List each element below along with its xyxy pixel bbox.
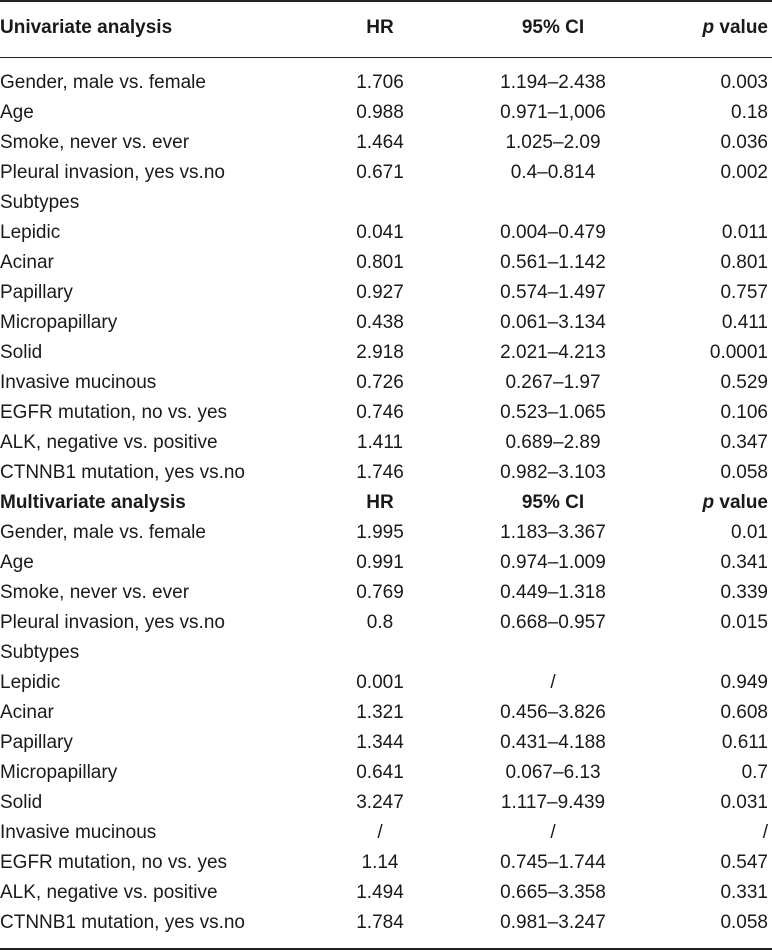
ci-cell: 1.194–2.438 xyxy=(500,72,606,93)
variable-cell: Gender, male vs. female xyxy=(0,72,206,93)
ci-cell: 0.668–0.957 xyxy=(500,612,606,633)
p-value-cell: 0.757 xyxy=(720,282,768,303)
p-value-cell: 0.18 xyxy=(731,102,768,123)
table-row xyxy=(0,578,772,608)
table-row xyxy=(0,668,772,698)
variable-cell: Age xyxy=(0,552,34,573)
hr-cell: 1.344 xyxy=(356,732,404,753)
ci-cell: 0.004–0.479 xyxy=(500,222,606,243)
ci-cell: 0.456–3.826 xyxy=(500,702,606,723)
hr-cell: 1.706 xyxy=(356,72,404,93)
ci-cell: 1.183–3.367 xyxy=(500,522,606,543)
variable-cell: Gender, male vs. female xyxy=(0,522,206,543)
variable-cell: Pleural invasion, yes vs.no xyxy=(0,162,225,183)
hr-header: HR xyxy=(366,492,394,513)
univariate-header-row xyxy=(0,13,772,43)
table-row xyxy=(0,608,772,638)
p-value-cell: 0.0001 xyxy=(709,342,768,363)
variable-cell: CTNNB1 mutation, yes vs.no xyxy=(0,462,245,483)
p-value-cell: 0.341 xyxy=(720,552,768,573)
ci-cell: 0.067–6.13 xyxy=(505,762,601,783)
table-row xyxy=(0,758,772,788)
hr-cell: 1.746 xyxy=(356,462,404,483)
p-value-cell: 0.347 xyxy=(720,432,768,453)
table-row xyxy=(0,158,772,188)
table-row xyxy=(0,848,772,878)
ci-cell: 0.061–3.134 xyxy=(500,312,606,333)
p-value-cell: 0.529 xyxy=(720,372,768,393)
variable-cell: ALK, negative vs. positive xyxy=(0,882,218,903)
table-row xyxy=(0,98,772,128)
ci-cell: 0.267–1.97 xyxy=(505,372,601,393)
table-row xyxy=(0,248,772,278)
hr-cell: 1.494 xyxy=(356,882,404,903)
ci-cell: 0.981–3.247 xyxy=(500,912,606,933)
ci-cell: 1.025–2.09 xyxy=(505,132,601,153)
hr-cell: 1.464 xyxy=(356,132,404,153)
ci-cell: 0.971–1,006 xyxy=(500,102,606,123)
p-value-suffix: value xyxy=(714,17,768,38)
ci-cell: 2.021–4.213 xyxy=(500,342,606,363)
table-row xyxy=(0,908,772,938)
variable-cell: Lepidic xyxy=(0,672,61,693)
variable-cell: Pleural invasion, yes vs.no xyxy=(0,612,225,633)
table-row xyxy=(0,878,772,908)
hr-cell: 0.801 xyxy=(356,252,404,273)
table-row xyxy=(0,818,772,848)
p-value-header xyxy=(648,488,768,518)
p-value-cell: 0.036 xyxy=(720,132,768,153)
ci-cell: 0.665–3.358 xyxy=(500,882,606,903)
hr-cell: 1.995 xyxy=(356,522,404,543)
variable-cell: Invasive mucinous xyxy=(0,822,157,843)
table-row xyxy=(0,188,772,218)
hr-cell: 0.8 xyxy=(366,612,394,633)
hr-cell: 0.746 xyxy=(356,402,404,423)
hr-cell: 0.927 xyxy=(356,282,404,303)
variable-cell: Acinar xyxy=(0,252,54,273)
top-rule xyxy=(0,0,772,2)
ci-cell: 1.117–9.439 xyxy=(500,792,606,813)
p-value-cell: 0.7 xyxy=(741,762,768,783)
p-value-cell: 0.547 xyxy=(720,852,768,873)
ci-cell: 0.974–1.009 xyxy=(500,552,606,573)
p-value-cell: 0.339 xyxy=(720,582,768,603)
ci-cell: 0.4–0.814 xyxy=(510,162,596,183)
variable-cell: Micropapillary xyxy=(0,312,118,333)
p-italic: p xyxy=(702,17,715,38)
univariate-header-label: Univariate analysis xyxy=(0,17,173,38)
p-value-header xyxy=(648,13,768,43)
ci-header: 95% CI xyxy=(521,17,585,38)
variable-cell: ALK, negative vs. positive xyxy=(0,432,218,453)
p-value-cell: 0.015 xyxy=(720,612,768,633)
p-value-cell: 0.058 xyxy=(720,912,768,933)
hr-cell: / xyxy=(377,822,383,843)
table-row xyxy=(0,638,772,668)
variable-cell: Papillary xyxy=(0,732,73,753)
table-row xyxy=(0,728,772,758)
variable-cell: Micropapillary xyxy=(0,762,118,783)
table-row xyxy=(0,128,772,158)
multivariate-header-label: Multivariate analysis xyxy=(0,492,186,513)
ci-cell: 0.745–1.744 xyxy=(500,852,606,873)
variable-cell: EGFR mutation, no vs. yes xyxy=(0,402,228,423)
table-row xyxy=(0,278,772,308)
p-value-cell: 0.608 xyxy=(720,702,768,723)
hr-cell: 1.411 xyxy=(356,432,404,453)
table-row xyxy=(0,458,772,488)
hr-cell: 0.041 xyxy=(356,222,404,243)
table-row xyxy=(0,338,772,368)
ci-cell: 0.523–1.065 xyxy=(500,402,606,423)
ci-header: 95% CI xyxy=(521,492,585,513)
table-row xyxy=(0,308,772,338)
p-value-cell: 0.058 xyxy=(720,462,768,483)
variable-cell: Solid xyxy=(0,342,43,363)
hr-cell: 3.247 xyxy=(356,792,404,813)
table-row xyxy=(0,428,772,458)
hr-cell: 0.991 xyxy=(356,552,404,573)
variable-cell: Invasive mucinous xyxy=(0,372,157,393)
variable-cell: Smoke, never vs. ever xyxy=(0,582,190,603)
ci-cell: 0.689–2.89 xyxy=(505,432,601,453)
variable-cell: EGFR mutation, no vs. yes xyxy=(0,852,228,873)
hr-cell: 2.918 xyxy=(356,342,404,363)
hr-cell: 1.14 xyxy=(361,852,399,873)
variable-cell: Subtypes xyxy=(0,642,80,663)
hr-cell: 0.769 xyxy=(356,582,404,603)
hr-cell: 0.671 xyxy=(356,162,404,183)
ci-cell: 0.574–1.497 xyxy=(500,282,606,303)
table-row xyxy=(0,788,772,818)
p-value-cell: 0.003 xyxy=(720,72,768,93)
ci-cell: 0.449–1.318 xyxy=(500,582,606,603)
hr-cell: 0.641 xyxy=(356,762,404,783)
p-value-cell: 0.411 xyxy=(721,312,768,333)
p-value-cell: 0.011 xyxy=(721,222,768,243)
hr-cell: 0.726 xyxy=(356,372,404,393)
table-row xyxy=(0,518,772,548)
hr-cell: 0.988 xyxy=(356,102,404,123)
hr-cell: 1.321 xyxy=(356,702,404,723)
variable-cell: Acinar xyxy=(0,702,54,723)
table-row xyxy=(0,698,772,728)
hr-cell: 0.438 xyxy=(356,312,404,333)
header-rule xyxy=(0,57,772,58)
p-italic: p xyxy=(702,492,715,513)
variable-cell: CTNNB1 mutation, yes vs.no xyxy=(0,912,245,933)
variable-cell: Lepidic xyxy=(0,222,61,243)
p-value-cell: 0.801 xyxy=(720,252,768,273)
hr-cell: 0.001 xyxy=(356,672,404,693)
p-value-cell: 0.331 xyxy=(720,882,768,903)
variable-cell: Papillary xyxy=(0,282,73,303)
table-row xyxy=(0,368,772,398)
hr-cell: 1.784 xyxy=(356,912,404,933)
ci-cell: / xyxy=(550,672,556,693)
p-value-cell: 0.611 xyxy=(721,732,768,753)
table-row xyxy=(0,68,772,98)
multivariate-header-row xyxy=(0,488,772,518)
hr-header: HR xyxy=(366,17,394,38)
p-value-suffix: value xyxy=(714,492,768,513)
ci-cell: 0.982–3.103 xyxy=(500,462,606,483)
variable-cell: Solid xyxy=(0,792,43,813)
ci-cell: 0.561–1.142 xyxy=(500,252,606,273)
p-value-cell: / xyxy=(762,822,768,843)
p-value-cell: 0.002 xyxy=(720,162,768,183)
p-value-cell: 0.01 xyxy=(731,522,768,543)
ci-cell: 0.431–4.188 xyxy=(500,732,606,753)
variable-cell: Subtypes xyxy=(0,192,80,213)
variable-cell: Age xyxy=(0,102,34,123)
p-value-cell: 0.949 xyxy=(720,672,768,693)
table-row xyxy=(0,548,772,578)
table-row xyxy=(0,398,772,428)
ci-cell: / xyxy=(550,822,556,843)
table-row xyxy=(0,218,772,248)
variable-cell: Smoke, never vs. ever xyxy=(0,132,190,153)
p-value-cell: 0.106 xyxy=(720,402,768,423)
p-value-cell: 0.031 xyxy=(720,792,768,813)
